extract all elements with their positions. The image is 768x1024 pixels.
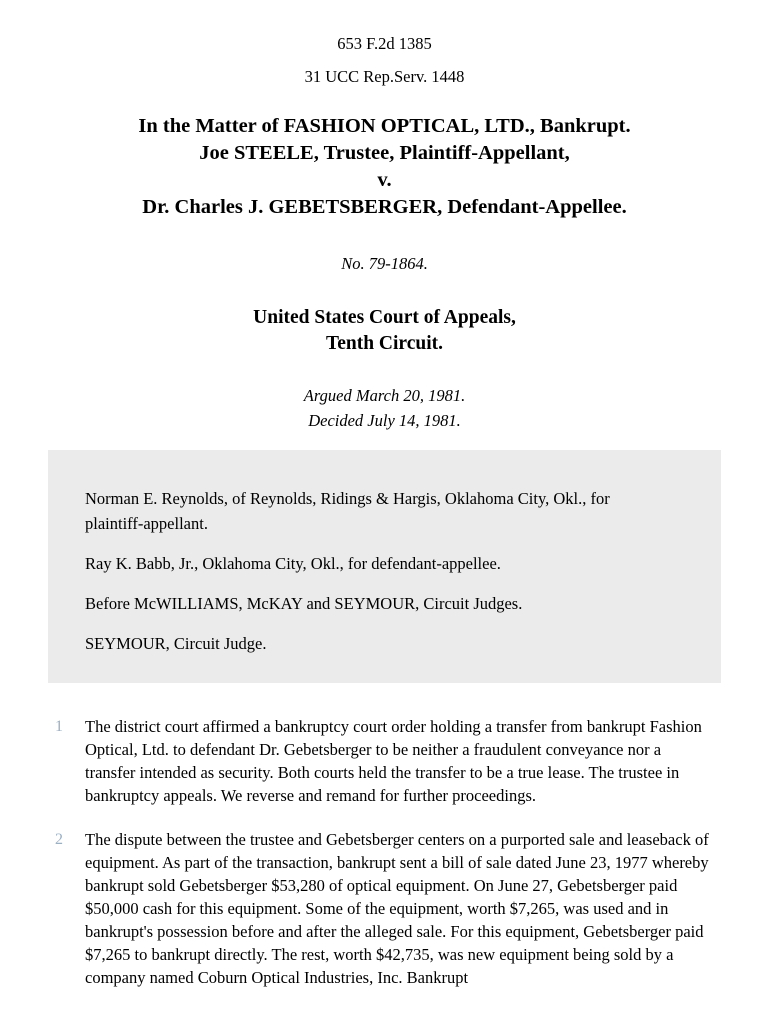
opinion-paragraph — [48, 828, 713, 989]
case-title-versus: v. — [377, 169, 392, 191]
argued-date: Argued March 20, 1981. — [303, 386, 466, 405]
opinion-body — [48, 715, 721, 989]
ucc-citation: 31 UCC Rep.Serv. 1448 — [304, 67, 465, 86]
opinion-author: SEYMOUR, Circuit Judge. — [85, 634, 267, 653]
counsel-and-judges-panel — [48, 450, 721, 683]
reporter-citation: 653 F.2d 1385 — [337, 34, 432, 53]
paragraph-text: The dispute between the trustee and Gebetsberger centers on a purported sale and leaseback of equipment. As part of the transaction, bankrupt sent a bill of sale dated June 23, 1977 whereby bankrupt sold Gebetsberger $53,280 of optical equipment. On June 27, Gebetsberger paid $50,000 cash for this equipment. Some of the equipment, worth $7,265, was used and in bankrupt's possession before and after the alleged sale. For this equipment, Gebetsberger paid $7,265 to bankrupt directly. The rest, worth $42,735, was new equipment being sold by a company named Coburn Optical Industries, Inc. Bankrupt — [85, 830, 709, 987]
paragraph-number: 2 — [55, 831, 63, 848]
opinion-paragraph — [48, 715, 713, 807]
court-name-line-1: United States Court of Appeals, — [253, 307, 516, 328]
decided-date: Decided July 14, 1981. — [308, 411, 461, 430]
paragraph-number: 1 — [55, 718, 63, 735]
judges-before: Before McWILLIAMS, McKAY and SEYMOUR, Circuit Judges. — [85, 594, 523, 613]
court-name-line-2: Tenth Circuit. — [325, 333, 444, 354]
counsel-appellee: Ray K. Babb, Jr., Oklahoma City, Okl., for defendant-appellee. — [85, 554, 501, 573]
court-name — [48, 305, 721, 357]
counsel-appellant: Norman E. Reynolds, of Reynolds, Ridings & Hargis, Oklahoma City, Okl., for plaintiff-appellant. — [85, 489, 610, 533]
paragraph-text: The district court affirmed a bankruptcy court order holding a transfer from bankrupt Fashion Optical, Ltd. to defendant Dr. Gebetsberger to be neither a fraudulent conveyance nor a transfer intended as security. Both courts held the transfer to be a true lease. The trustee in bankruptcy appeals. We reverse and remand for further proceedings. — [85, 717, 702, 805]
case-title-line-4: Dr. Charles J. GEBETSBERGER, Defendant-Appellee. — [142, 196, 627, 218]
docket-number: No. 79-1864. — [341, 254, 428, 273]
case-dates — [48, 383, 721, 433]
case-title-line-1: In the Matter of FASHION OPTICAL, LTD., Bankrupt. — [138, 115, 631, 137]
case-title — [48, 113, 721, 221]
case-title-line-2: Joe STEELE, Trustee, Plaintiff-Appellant, — [199, 142, 570, 164]
